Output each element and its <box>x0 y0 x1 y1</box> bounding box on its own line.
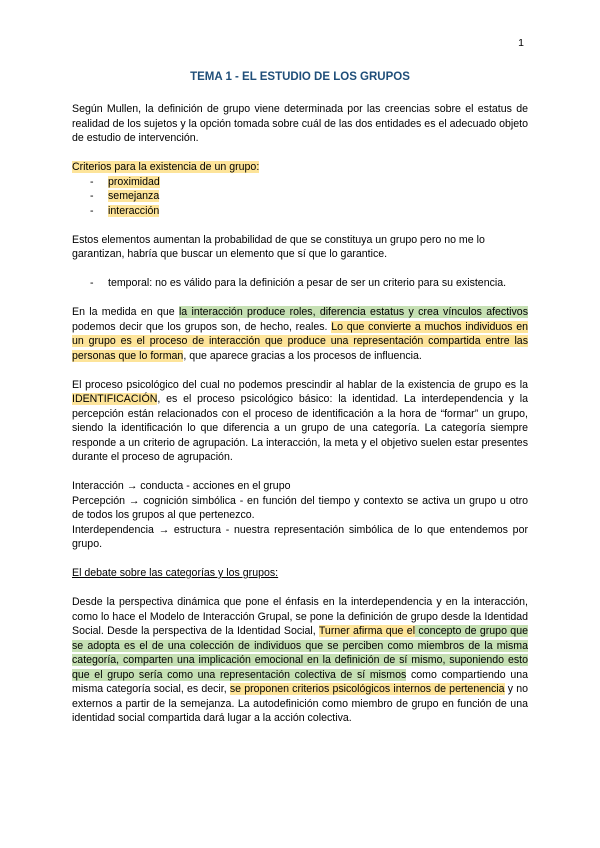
page-number: 1 <box>518 37 524 49</box>
list-item-text: semejanza <box>108 190 160 202</box>
list-item-text: proximidad <box>108 175 160 188</box>
relation-line: Percepción → cognición simbólica - en función del tiempo y contexto se activa un grupo u otro de todos los grupos al que pertenezco. <box>72 494 528 521</box>
criteria-heading-text: Criterios para la existencia de un grupo: <box>72 161 260 173</box>
relation-line: Interacción → conducta - acciones en el grupo <box>72 480 291 492</box>
highlight-green: la interacción produce roles, diferencia estatus y crea vínculos afectivos <box>178 306 528 318</box>
text-run: El proceso psicológico del cual no podemos prescindir al hablar de la existencia de grupo es la <box>72 378 528 391</box>
list-item <box>72 189 528 204</box>
paragraph-identification <box>72 378 528 465</box>
temporal-note <box>72 276 528 291</box>
text-run: En la medida en que <box>72 306 179 318</box>
dash-bullet: - <box>90 175 94 188</box>
paragraph-interaction <box>72 305 528 363</box>
dash-bullet: - <box>90 190 94 202</box>
highlight-yellow: Lo que convierte a muchos individuos en un grupo es el proceso de interacción que produce una representación compartida entre las personas que lo forman <box>72 320 528 362</box>
text-run: podemos decir que los grupos son, de hecho, reales. <box>72 320 332 333</box>
dash-bullet: - <box>90 204 94 217</box>
list-item <box>72 204 528 219</box>
list-item-text: interacción <box>108 204 160 217</box>
highlight-yellow: IDENTIFICACIÓN <box>72 393 158 405</box>
highlight-green: concepto de grupo que se adopta es el de una colección de individuos que se perciben como miembros de la misma categoría, comparten una implicación emocional en la definición de sí mismo, suponiendo esto que el grupo sería como una representación colectiva de sí mismos <box>72 625 528 681</box>
paragraph-elements: Estos elementos aumentan la probabilidad de que se constituya un grupo pero no me lo garantizan, habría que buscar un elemento que sí que lo garantice. <box>72 233 485 260</box>
temporal-text: temporal: no es válido para la definición a pesar de ser un criterio para su existencia. <box>108 277 507 289</box>
highlight-yellow: se proponen criterios psicológicos internos de pertenencia <box>229 683 505 695</box>
list-item <box>72 175 528 190</box>
text-run: y no externos a partir de la semejanza. La autodefinición como miembro de grupo en función de una identidad social compartida dará lugar a la acción colectiva. <box>72 683 528 724</box>
criteria-heading <box>72 160 528 175</box>
document-body <box>72 102 528 726</box>
page-title: TEMA 1 - EL ESTUDIO DE LOS GRUPOS <box>190 71 410 83</box>
paragraph-debate <box>72 595 528 726</box>
criteria-list <box>72 175 528 219</box>
text-run: como compartiendo una misma categoría social, es decir, <box>72 668 528 695</box>
paragraph-mullen: Según Mullen, la definición de grupo viene determinada por las creencias sobre el estatus de realidad de los sujetos y la opción tomada sobre cuál de las dos entidades es el adecuado objeto de estudio de intervención. <box>72 103 528 144</box>
dash-bullet: - <box>90 277 94 289</box>
highlight-yellow: Turner afirma que el <box>318 625 416 637</box>
text-run: , es el proceso psicológico básico: la identidad. La interdependencia y la percepción están relacionados con el proceso de identificación a la hora de “formar” un grupo, siendo la identificación lo que diferencia a un grupo de una categoría. La categoría siempre responde a un criterio de agrupación. La interacción, la meta y el objetivo suelen estar presentes durante el proceso de agrupación. <box>72 393 528 463</box>
relation-line: Interdependencia → estructura - nuestra representación simbólica de lo que entendemos por grupo. <box>72 523 528 550</box>
text-run: , que aparece gracias a los procesos de influencia. <box>183 349 422 362</box>
text-run: Desde la perspectiva dinámica que pone el énfasis en la interdependencia y en la interacción, como lo hace el Modelo de Interacción Grupal, se pone la definición de grupo desde la Identidad Social. Desde la perspectiva de la Identidad Social, <box>72 596 528 637</box>
section-heading-debate: El debate sobre las categorías y los grupos: <box>72 567 279 579</box>
